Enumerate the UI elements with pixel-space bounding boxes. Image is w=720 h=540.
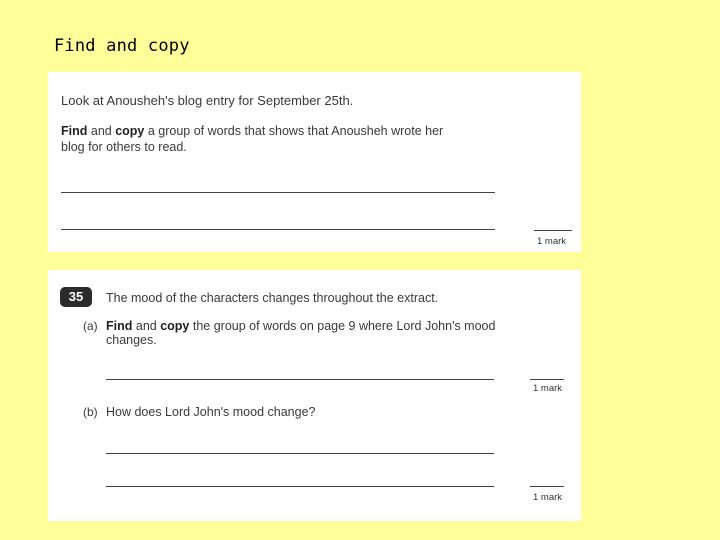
copy-keyword: copy [115, 124, 145, 138]
question-panel-blog [48, 72, 581, 252]
and-text: and [132, 319, 161, 333]
mark-box-line [534, 230, 572, 231]
question-intro: Look at Anousheh's blog entry for September 25th. [61, 93, 354, 108]
part-b-mark-line [530, 486, 564, 487]
part-b-question: How does Lord John's mood change? [106, 405, 316, 419]
find-keyword: Find [106, 319, 133, 333]
part-a-mark-line [530, 379, 564, 380]
question-panel-35 [48, 270, 581, 521]
part-a-answer-line[interactable] [106, 379, 494, 380]
answer-line-1[interactable] [61, 192, 495, 193]
answer-line-2[interactable] [61, 229, 495, 230]
instruction-rest: a group of words that shows that Anousheh wrote her [144, 124, 444, 138]
part-b-answer-line-1[interactable] [106, 453, 494, 454]
part-b-answer-line-2[interactable] [106, 486, 494, 487]
copy-keyword: copy [160, 319, 190, 333]
mark-label: 1 mark [537, 236, 567, 247]
question-number-badge: 35 [60, 287, 92, 307]
slide-title: Find and copy [54, 36, 190, 56]
part-a-line2: changes. [106, 333, 157, 347]
part-a-line1 [106, 318, 495, 334]
find-keyword: Find [61, 124, 88, 138]
question-stem: The mood of the characters changes throughout the extract. [106, 291, 439, 305]
question-instruction-line2: blog for others to read. [61, 140, 187, 154]
part-b-mark-label: 1 mark [533, 492, 563, 503]
question-instruction-line1 [61, 123, 443, 139]
and-text: and [87, 124, 116, 138]
part-a-label: (a) [83, 319, 98, 333]
part-a-rest: the group of words on page 9 where Lord John's mood [189, 319, 496, 333]
part-b-label: (b) [83, 405, 98, 419]
part-a-mark-label: 1 mark [533, 383, 563, 394]
